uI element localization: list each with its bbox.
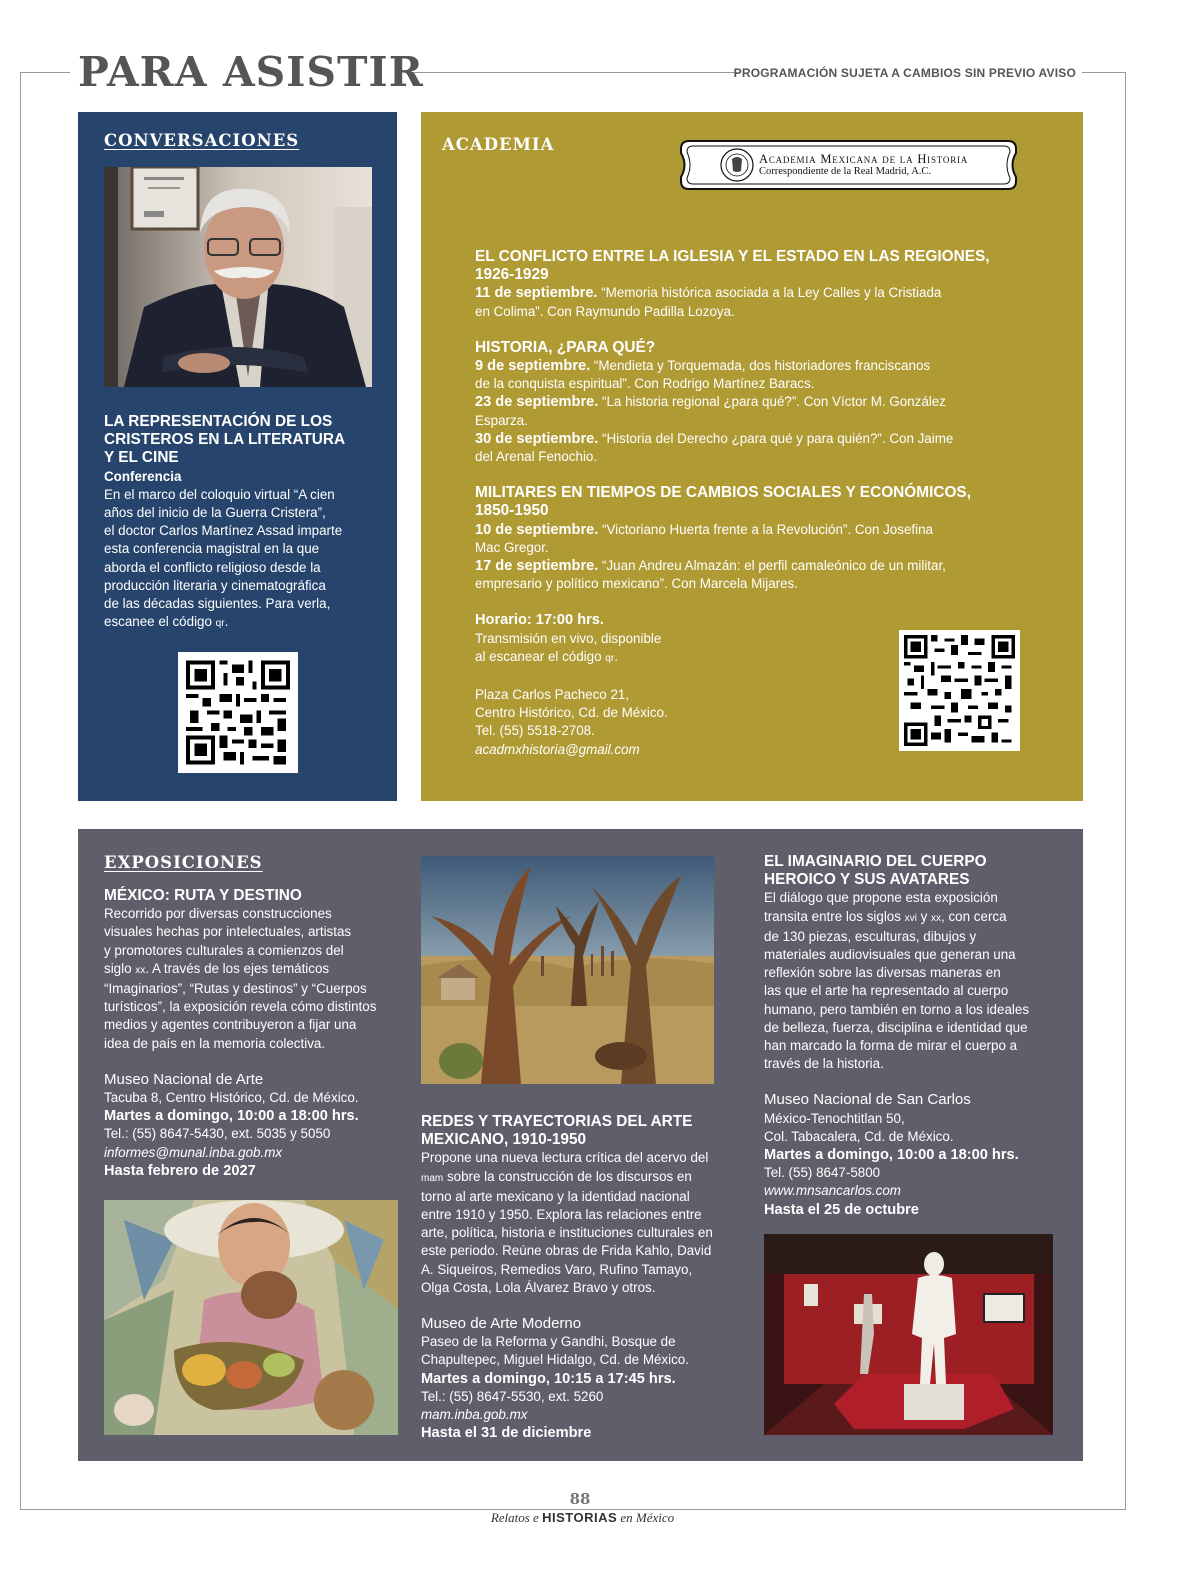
body-line: este periodo. Reúne obras de Frida Kahlo, David	[421, 1243, 712, 1259]
conversaciones-content	[104, 413, 394, 633]
body-text: .	[224, 614, 229, 630]
body-line	[104, 613, 394, 633]
body-line: arte, política, historia e instituciones culturales en	[421, 1225, 713, 1241]
body-text: siglo	[104, 960, 136, 976]
session-date: 23 de septiembre.	[475, 394, 599, 411]
painting-landscape-trees	[421, 856, 714, 1084]
body-text: al escanear el código	[475, 648, 606, 664]
session-entry	[475, 521, 1075, 539]
qr-pattern	[186, 660, 290, 765]
body-line: el doctor Carlos Martínez Assad imparte	[104, 523, 343, 539]
exhibition-title: MÉXICO: RUTA Y DESTINO	[104, 887, 302, 904]
body-line: producción literaria y cinematográfica	[104, 577, 326, 593]
email-link[interactable]: acadmxhistoria@gmail.com	[475, 741, 640, 757]
page-title: PARA ASISTIR	[78, 48, 424, 96]
body-text: y	[916, 908, 932, 924]
session-text: Esparza.	[475, 412, 528, 428]
body-line: y promotores culturales a comienzos del	[104, 942, 344, 958]
body-line: En el marco del coloquio virtual “A cien	[104, 486, 335, 502]
body-line: Propone una nueva lectura crítica del acervo del	[421, 1150, 709, 1166]
exhibition-title-line: REDES Y TRAYECTORIAS DEL ARTE	[421, 1113, 693, 1130]
frame-line	[20, 72, 21, 1510]
body-line: reflexión sobre las diversas maneras en	[764, 965, 1001, 981]
spacer	[475, 321, 1075, 339]
qr-abbr: qr	[605, 652, 615, 664]
body-line: visuales hechas por intelectuales, artistas	[104, 924, 352, 940]
spacer	[764, 1073, 1074, 1091]
section-heading-academia: ACADEMIA	[442, 135, 555, 154]
body-text: sobre la construcción de los discursos en	[443, 1168, 692, 1184]
body-line: “Imaginarios”, “Rutas y destinos” y “Cuerpos	[104, 981, 367, 997]
body-text: transita entre los siglos	[764, 908, 905, 924]
exhibition-san-carlos	[764, 853, 1074, 1219]
event-title-line: CRISTEROS EN LA LITERATURA	[104, 431, 346, 449]
event-title-line: LA REPRESENTACIÓN DE LOS	[104, 413, 333, 430]
qr-code-academia[interactable]	[899, 630, 1020, 751]
frame-line	[1082, 72, 1126, 73]
qr-abbr: qr	[215, 618, 225, 630]
spacer	[475, 593, 1075, 611]
academy-logo-name: Academia Mexicana de la Historia	[759, 152, 969, 166]
exhibition-dates: Hasta el 25 de octubre	[764, 1201, 919, 1218]
venue-name: Museo de Arte Moderno	[421, 1315, 582, 1333]
topic-title-line: MILITARES EN TIEMPOS DE CAMBIOS SOCIALES Y ECONÓMICOS,	[475, 484, 971, 502]
stream-info: Transmisión en vivo, disponible	[475, 630, 662, 646]
exhibition-dates: Hasta febrero de 2027	[104, 1162, 256, 1179]
exhibition-title-line: MEXICANO, 1910-1950	[421, 1131, 587, 1149]
body-line: El diálogo que propone esta exposición	[764, 890, 998, 906]
venue-address: Chapultepec, Miguel Hidalgo, Cd. de México.	[421, 1352, 689, 1368]
website-link[interactable]: www.mnsancarlos.com	[764, 1183, 901, 1199]
magazine-name	[0, 1510, 1165, 1526]
qr-pattern	[904, 635, 1015, 746]
exhibition-munal	[104, 887, 404, 1180]
email-link[interactable]: informes@munal.inba.gob.mx	[104, 1144, 283, 1160]
spacer	[104, 1053, 404, 1071]
session-entry	[475, 557, 1075, 575]
topic-title-line: 1926-1929	[475, 266, 549, 284]
exhibition-title-line: HEROICO Y SUS AVATARES	[764, 871, 970, 889]
magazine-name-part: en México	[617, 1510, 675, 1525]
body-line: materiales audiovisuales que generan una	[764, 947, 1016, 963]
body-text: escanee el código	[104, 614, 216, 630]
magazine-name-part: HISTORIAS	[542, 1510, 618, 1525]
body-line: Recorrido por diversas construcciones	[104, 906, 332, 922]
venue-address: Tacuba 8, Centro Histórico, Cd. de México.	[104, 1090, 359, 1106]
session-text: Mac Gregor.	[475, 539, 549, 555]
century: xvi	[904, 912, 917, 924]
venue-address: Col. Tabacalera, Cd. de México.	[764, 1128, 954, 1144]
topic-title-line: 1850-1950	[475, 502, 549, 520]
venue-address: México-Tenochtitlan 50,	[764, 1110, 905, 1126]
frame-line	[20, 72, 70, 73]
session-text: “Victoriano Huerta frente a la Revolución”. Con Josefina	[598, 521, 933, 537]
qr-code-conversaciones[interactable]	[178, 652, 298, 773]
body-line: las que el arte ha representado al cuerpo	[764, 983, 1009, 999]
speaker-photo	[104, 167, 372, 387]
section-heading-exposiciones: EXPOSICIONES	[104, 853, 263, 872]
century: xx	[135, 964, 146, 976]
body-line: años del inicio de la Guerra Cristera”,	[104, 505, 326, 521]
museum-abbr: mam	[421, 1172, 444, 1184]
body-text: . A través de los ejes temáticos	[145, 960, 330, 976]
phone: Tel. (55) 5518-2708.	[475, 723, 595, 739]
session-text: “Historia del Derecho ¿para qué y para quién?”. Con Jaime	[598, 430, 954, 446]
topic-title-line: EL CONFLICTO ENTRE LA IGLESIA Y EL ESTADO EN LAS REGIONES,	[475, 248, 990, 265]
body-line: de belleza, fuerza, disciplina e identidad que	[764, 1019, 1028, 1035]
body-line: de 130 piezas, esculturas, dibujos y	[764, 928, 977, 944]
address-line: Plaza Carlos Pacheco 21,	[475, 687, 630, 703]
schedule-notice: PROGRAMACIÓN SUJETA A CAMBIOS SIN PREVIO AVISO	[733, 66, 1076, 80]
venue-hours: Martes a domingo, 10:00 a 18:00 hrs.	[104, 1108, 359, 1125]
session-text: “Memoria histórica asociada a la Ley Calles y la Cristiada	[597, 285, 942, 301]
body-line: aborda el conflicto religioso desde la	[104, 559, 321, 575]
spacer	[421, 1297, 741, 1315]
body-line: han marcado la forma de mirar el cuerpo a	[764, 1038, 1018, 1054]
venue-hours: Martes a domingo, 10:15 a 17:45 hrs.	[421, 1370, 676, 1387]
session-text: empresario y político mexicano”. Con Marcela Mijares.	[475, 576, 798, 592]
magazine-name-part: Relatos e	[490, 1510, 543, 1525]
session-entry	[475, 430, 1075, 448]
session-text: en Colima”. Con Raymundo Padilla Lozoya.	[475, 303, 735, 319]
body-line	[104, 960, 404, 980]
session-text: “Mendieta y Torquemada, dos historiadores franciscanos	[590, 358, 931, 374]
page-number: 88	[569, 1490, 591, 1508]
venue-phone: Tel.: (55) 8647-5430, ext. 5035 y 5050	[104, 1126, 331, 1142]
century: xx	[931, 912, 942, 924]
body-text: .	[614, 648, 618, 664]
event-type: Conferencia	[104, 468, 182, 484]
body-line: torno al arte mexicano y la identidad nacional	[421, 1188, 690, 1204]
event-title-line: Y EL CINE	[104, 449, 179, 467]
venue-name: Museo Nacional de San Carlos	[764, 1091, 971, 1109]
body-line: A. Siqueiros, Remedios Varo, Rufino Tamayo,	[421, 1261, 693, 1277]
session-text: “Juan Andreu Almazán: el perfil camaleónico de un militar,	[598, 558, 946, 574]
body-line: Olga Costa, Lola Álvarez Bravo y otros.	[421, 1279, 656, 1295]
body-line	[421, 1168, 741, 1188]
body-line: través de la historia.	[764, 1056, 884, 1072]
body-line: humano, pero también en torno a los ideales	[764, 1001, 1030, 1017]
session-entry	[475, 357, 1075, 375]
frame-line	[412, 72, 738, 73]
gallery-sculpture-photo	[764, 1234, 1053, 1435]
body-line: entre 1910 y 1950. Explora las relaciones entre	[421, 1207, 702, 1223]
session-date: 17 de septiembre.	[475, 558, 599, 575]
venue-hours: Martes a domingo, 10:00 a 18:00 hrs.	[764, 1147, 1019, 1164]
venue-name: Museo Nacional de Arte	[104, 1070, 264, 1088]
spacer	[475, 466, 1075, 484]
frame-line	[1125, 72, 1126, 1510]
session-date: 9 de septiembre.	[475, 358, 591, 375]
body-line: de las décadas siguientes. Para verla,	[104, 596, 331, 612]
session-text: del Arenal Fenochio.	[475, 449, 598, 465]
painting-woman-with-fruit	[104, 1200, 398, 1435]
body-line: esta conferencia magistral en la que	[104, 541, 320, 557]
session-text: “La historia regional ¿para qué?”. Con Víctor M. González	[598, 394, 946, 410]
academy-logo	[679, 139, 1018, 191]
topic-title: HISTORIA, ¿PARA QUÉ?	[475, 338, 656, 356]
session-date: 30 de septiembre.	[475, 430, 599, 447]
session-entry	[475, 284, 1075, 302]
exhibition-dates: Hasta el 31 de diciembre	[421, 1425, 592, 1442]
session-entry	[475, 393, 1075, 411]
body-line: medios y agentes contribuyeron a fijar una	[104, 1017, 357, 1033]
section-heading-conversaciones: CONVERSACIONES	[104, 131, 300, 150]
body-line	[764, 908, 1074, 928]
session-text: de la conquista espiritual”. Con Rodrigo Martínez Baracs.	[475, 376, 815, 392]
venue-address: Paseo de la Reforma y Gandhi, Bosque de	[421, 1334, 676, 1350]
exhibition-mam	[421, 1113, 741, 1442]
session-date: 10 de septiembre.	[475, 521, 599, 538]
address-line: Centro Histórico, Cd. de México.	[475, 705, 668, 721]
body-text: , con cerca	[941, 908, 1007, 924]
session-date: 11 de septiembre.	[475, 285, 598, 302]
body-line: turísticos”, la exposición revela cómo distintos	[104, 999, 377, 1015]
venue-phone: Tel. (55) 8647-5800	[764, 1165, 881, 1181]
academy-logo-subtitle: Correspondiente de la Real Madrid, A.C.	[759, 166, 932, 177]
schedule: Horario: 17:00 hrs.	[475, 612, 604, 629]
website-link[interactable]: mam.inba.gob.mx	[421, 1407, 528, 1423]
exhibition-title-line: EL IMAGINARIO DEL CUERPO	[764, 853, 987, 870]
venue-phone: Tel.: (55) 8647-5530, ext. 5260	[421, 1388, 604, 1404]
body-line: idea de país en la memoria colectiva.	[104, 1035, 326, 1051]
